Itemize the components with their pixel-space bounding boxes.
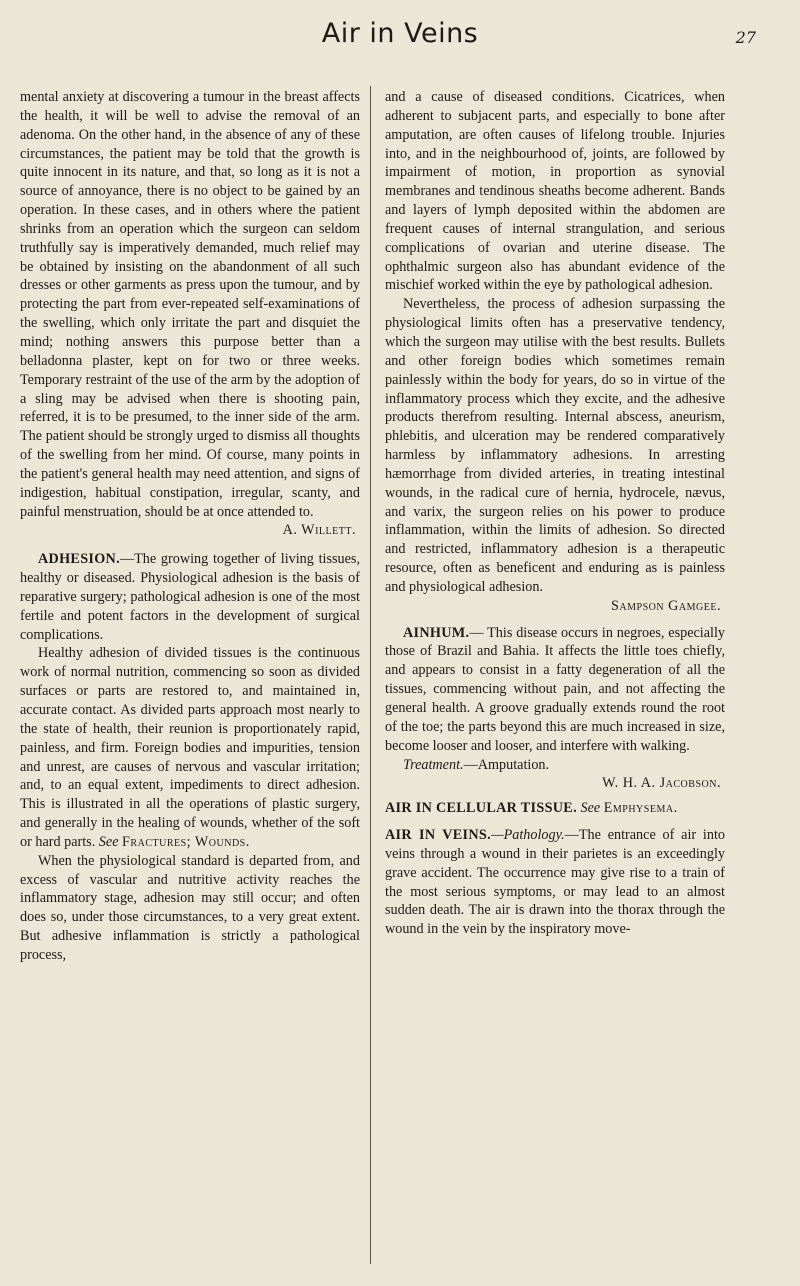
running-title: Air in Veins (321, 18, 479, 49)
left-column (20, 88, 360, 965)
treatment-label: Treatment. (403, 756, 464, 773)
air-in-veins-text: —The entrance of air into veins through a wound in their parietes is an exceedingly grave accident. The occurrence may give rise to a train of the most serious symptoms, or may lead to an almost sudden death. The air is drawn into the thorax through the wound in the vein by the inspiratory move- (385, 827, 726, 938)
cross-reference: Emphysema. (603, 800, 678, 817)
pathology-label: —Pathology. (490, 827, 565, 844)
page-number: 27 (735, 28, 756, 47)
adhesion-definition: —The growing together of living tissues, healthy or diseased. Physiological adhesion is the basis of reparative surgery; pathological adhesion is one of the most fertile and potent factors in the development of surgical complications. (20, 551, 360, 643)
tumour-paragraph-end: mental anxiety at discovering a tumour in the breast affects the health, it will be well to advise the removal of an adenoma. On the other hand, in the absence of any of these circumstances, the patient may be told that the growth is quite innocent in its nature, and that, so long as it is not a source of annoyance, there is no object to be gained by an operation. In these cases, and in others where the patient shrinks from an operation which the surgeon can seldom truthfully say is imperatively demanded, much relief may be obtained by insisting on the abandonment of all such dresses or other garments as press upon the tumour, and by protecting the part from ever-repeated self-examinations of the swelling, which only irritate the part and disquiet the mind; nothing answers this purpose better than a belladonna plaster, kept on for two or three weeks. Temporary restraint of the use of the arm by the adoption of a sling may be advised when there is shooting pain, referred, it is to be presumed, to the inner side of the arm. The patient should be strongly urged to dismiss all thoughts of the swelling from her mind. Of course, many points in the patient's general health may need attention, and signs of indigestion, habitual constipation, irregular, scanty, and painful menstruation, should be at once attended to. (20, 89, 360, 520)
see-label: See (580, 800, 601, 817)
author-name: W. H. A. Jacobson. (602, 775, 721, 792)
entry-heading-adhesion: ADHESION. (38, 551, 120, 568)
see-label: See (98, 833, 119, 850)
treatment-text: —Amputation. (463, 756, 550, 773)
author-signature (385, 597, 725, 616)
adhesion-entry (20, 550, 360, 644)
entry-heading-ainhum: AINHUM. (403, 624, 470, 641)
author-name: Sampson Gamgee. (611, 597, 721, 614)
healthy-adhesion-paragraph (20, 644, 360, 851)
ainhum-treatment (385, 756, 725, 775)
author-name: A. Willett. (282, 522, 356, 539)
cross-reference: Fractures; Wounds. (122, 833, 250, 850)
entry-heading-air-veins: AIR IN VEINS. (385, 827, 491, 844)
ainhum-entry (385, 624, 725, 756)
author-signature (385, 774, 725, 793)
entry-heading-air-cellular: AIR IN CELLULAR TISSUE. (385, 800, 577, 817)
adhesion-continued-paragraph: and a cause of diseased conditions. Cicatrices, when adherent to subjacent parts, and especially to bone after amputation, are often causes of lifelong trouble. Injuries into, and in the neighbourhood of, joints, are followed by impairment of motion, in proportion as synovial membranes and tendinous sheaths become adherent. Bands and layers of lymph deposited within the abdomen are frequent causes of internal strangulation, and serious complications of ovarian and uterine disease. The ophthalmic surgeon also has abundant evidence of the mischief worked within the eye by pathological adhesion. (385, 89, 725, 294)
pathological-adhesion-paragraph: When the physiological standard is departed from, and excess of vascular and nutritive activity reaches the inflammatory stage, adhesion may still occur; and often does so, under those circumstances, to a very great extent. But adhesive inflammation is strictly a pathological process, (20, 852, 360, 963)
healthy-adhesion-text: Healthy adhesion of divided tissues is the continuous work of normal nutrition, commencing so soon as divided surfaces or parts are restored to, and maintained in, accurate contact. As divided parts approach most nearly to the state of health, their reunion is proportionately rapid, painless, and firm. Foreign bodies and impurities, tension and unrest, are causes of nervous and vascular irritation; and, to an equal extent, impediments to direct adhesion. This is illustrated in all the operations of plastic surgery, and generally in the healing of wounds, whether of the soft or hard parts. (20, 645, 360, 850)
air-cellular-tissue-entry (385, 799, 725, 818)
air-in-veins-entry (385, 826, 725, 939)
ainhum-definition: — This disease occurs in negroes, especially those of Brazil and Bahia. It affects the little toes chiefly, and appears to consist in a fatty degeneration of all the tissues, commencing without pain, and not affecting the general health. A groove gradually extends round the root of the toe; the parts beyond this are much increased in size, become looser and looser, and interfere with walking. (385, 624, 725, 754)
author-signature (20, 521, 360, 540)
column-divider (370, 86, 371, 1264)
right-column (385, 88, 725, 939)
page-header (0, 18, 800, 62)
preservative-adhesion-paragraph: Nevertheless, the process of adhesion surpassing the physiological limits often has a preservative tendency, which the surgeon may utilise with the best results. Bullets and other foreign bodies which sometimes remain painlessly within the body for years, do so in virtue of the inflammatory process which they excite, and the adhesive products therefrom resulting. Internal abscess, aneurism, phlebitis, and ulceration may be rendered comparatively harmless by inflammatory adhesions. In arresting hæmorrhage from divided arteries, in treating intestinal wounds, in the radical cure of hernia, hydrocele, nævus, and varix, the surgeon relies on his power to produce inflammation, within the limits of adhesion. So directed and restricted, inflammatory adhesion is a therapeutic resource, often as beneficent and enduring as is painless and physiological adhesion. (385, 296, 725, 595)
